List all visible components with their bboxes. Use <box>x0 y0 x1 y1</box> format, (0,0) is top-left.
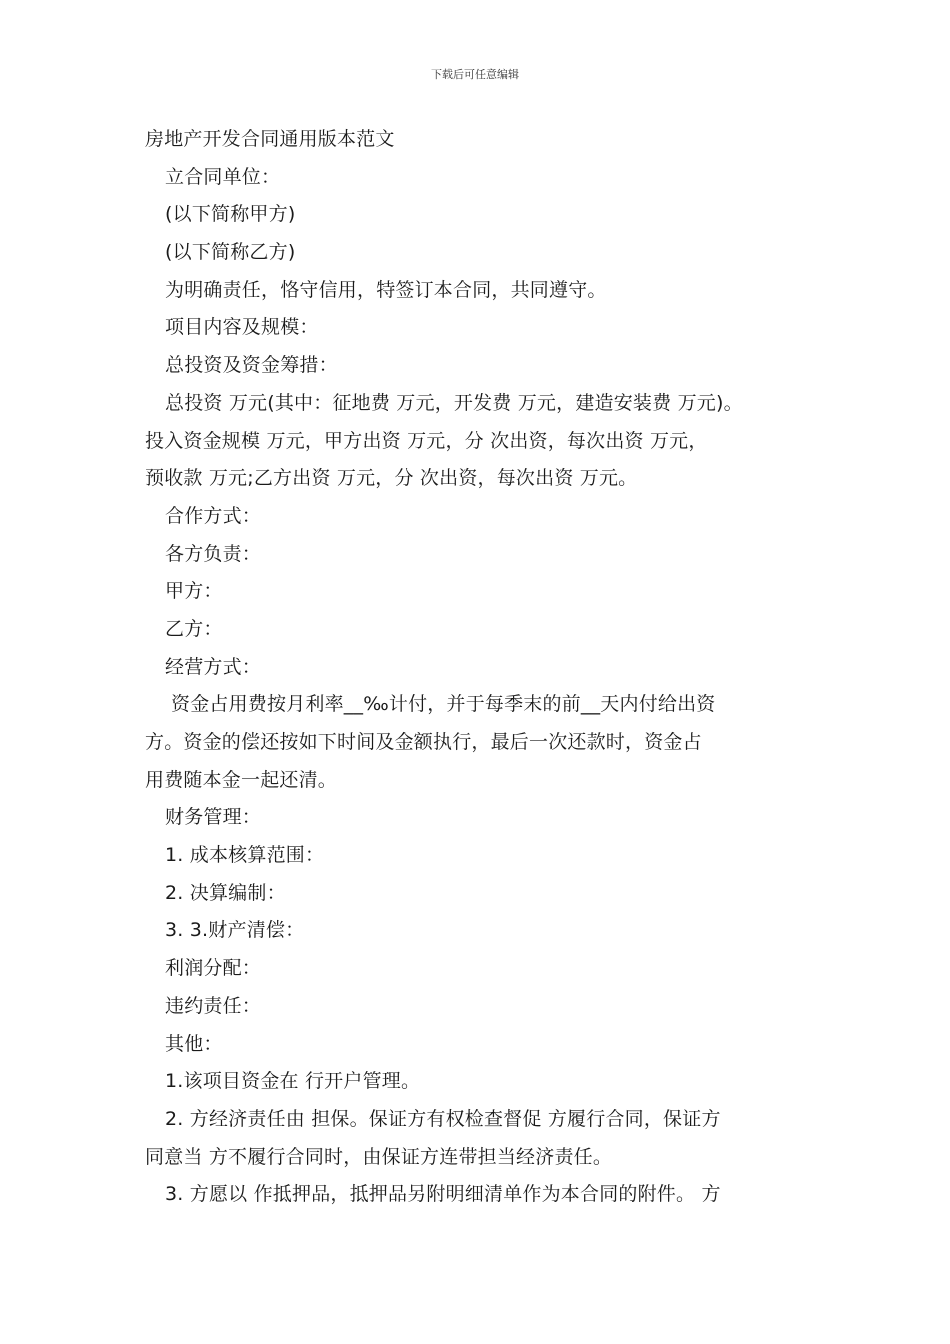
text-line: 方。资金的偿还按如下时间及金额执行，最后一次还款时，资金占 <box>145 731 702 753</box>
text-line: 资金占用费按月利率__‰计付，并于每季末的前__天内付给出资 <box>171 693 716 716</box>
text-line: 投入资金规模 万元，甲方出资 万元，分 次出资，每次出资 万元， <box>145 429 708 452</box>
text-line: 利润分配： <box>165 957 262 980</box>
text-line: 3. 方愿以 作抵押品，抵押品另附明细清单作为本合同的附件。 方 <box>165 1183 721 1206</box>
text-line: 同意当 方不履行合同时，由保证方连带担当经济责任。 <box>145 1145 613 1168</box>
text-line: 经营方式： <box>165 655 262 678</box>
text-line: 立合同单位： <box>165 165 281 188</box>
text-line: 总投资及资金筹措： <box>165 354 338 377</box>
text-line: 3. 3.财产清偿： <box>165 919 305 942</box>
text-line: 总投资 万元(其中：征地费 万元，开发费 万元，建造安装费 万元)。 <box>165 391 743 414</box>
text-line: 违约责任： <box>165 994 262 1017</box>
text-line: 2. 决算编制： <box>165 881 286 904</box>
text-line: (以下简称甲方) <box>165 203 296 226</box>
text-line: 项目内容及规模： <box>165 316 319 339</box>
text-line: (以下简称乙方) <box>165 241 296 264</box>
text-line: 1.该项目资金在 行开户管理。 <box>165 1070 421 1093</box>
text-line: 2. 方经济责任由 担保。保证方有权检查督促 方履行合同，保证方 <box>165 1107 721 1130</box>
document-title: 房地产开发合同通用版本范文 <box>145 128 395 150</box>
text-line: 为明确责任，恪守信用，特签订本合同，共同遵守。 <box>165 278 607 301</box>
text-line: 预收款 万元;乙方出资 万元，分 次出资，每次出资 万元。 <box>145 467 638 490</box>
document-body <box>145 121 815 1214</box>
page-header: 下载后可任意编辑 <box>431 68 519 81</box>
text-line: 用费随本金一起还清。 <box>145 768 338 791</box>
text-line: 财务管理： <box>165 806 262 829</box>
text-line: 各方负责： <box>165 542 262 565</box>
text-line: 合作方式： <box>165 504 262 527</box>
text-line: 甲方： <box>165 580 223 603</box>
text-line: 乙方： <box>165 617 223 640</box>
text-line: 1. 成本核算范围： <box>165 844 325 867</box>
text-line: 其他： <box>165 1032 223 1055</box>
